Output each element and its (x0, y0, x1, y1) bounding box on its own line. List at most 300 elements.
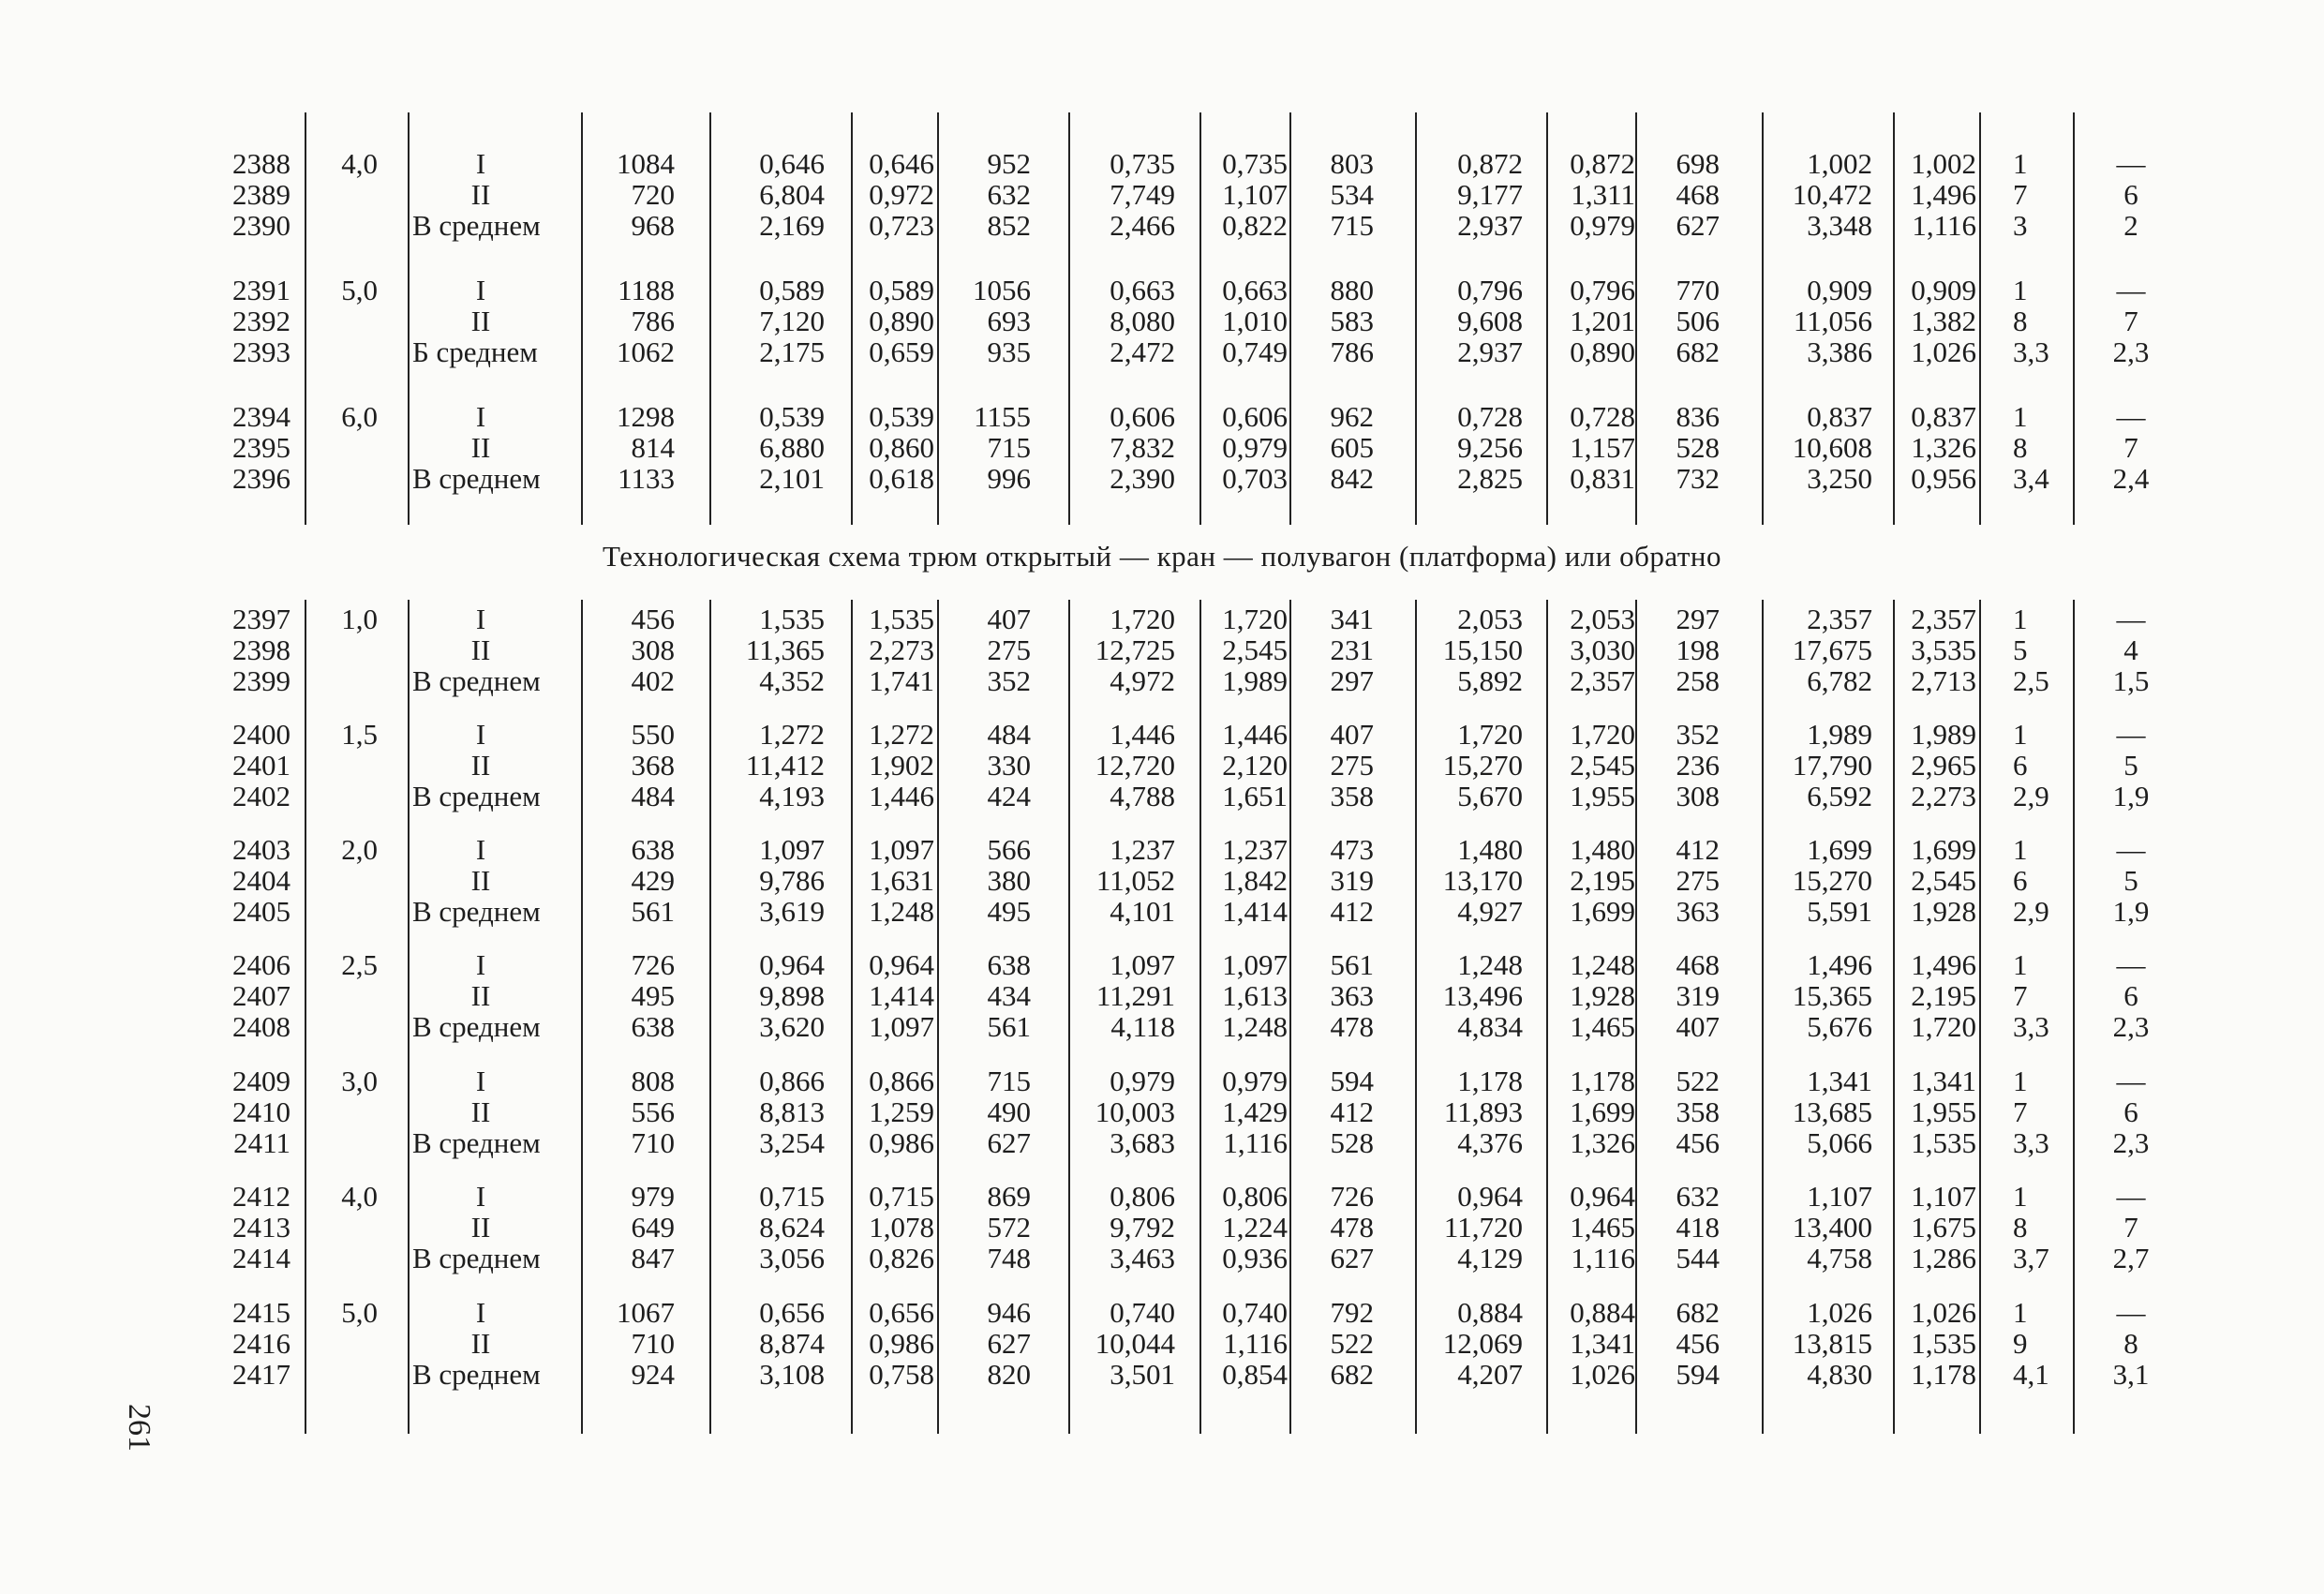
table-cell: 2,273 (1911, 780, 1976, 812)
table-cell: 3,386 (1807, 335, 1872, 368)
table-cell: 5,591 (1807, 895, 1872, 928)
section-heading: Технологическая схема трюм открытый — кран — полувагон (платформа) или обратно (603, 540, 1721, 573)
table-cell: II (470, 979, 491, 1012)
table-cell: 1,341 (1570, 1327, 1635, 1360)
table-cell: 0,656 (759, 1296, 825, 1329)
table-cell: 561 (1330, 948, 1374, 981)
table-cell: 2,357 (1911, 603, 1976, 635)
table-cell: 7 (2013, 979, 2028, 1012)
table-cell: 3 (2013, 209, 2028, 242)
table-cell: Б среднем (412, 335, 538, 368)
table-cell: 1,026 (1570, 1358, 1635, 1391)
table-cell: 506 (1676, 305, 1720, 337)
table-cell: 13,400 (1792, 1211, 1872, 1244)
table-cell: 9,792 (1110, 1211, 1175, 1244)
table-cell: 732 (1676, 462, 1720, 495)
table-cell: 1,741 (869, 664, 934, 697)
table-cell: 1,272 (869, 718, 934, 751)
table-row (0, 865, 2324, 897)
table-cell: 0,979 (1222, 1065, 1288, 1097)
table-row (0, 336, 2324, 368)
table-cell: 842 (1330, 462, 1374, 495)
table-cell: 2395 (232, 431, 290, 464)
table-cell: 2,5 (2013, 664, 2049, 697)
table-cell: 1,382 (1911, 305, 1976, 337)
table-cell: 1,341 (1911, 1065, 1976, 1097)
table-cell: 0,758 (869, 1358, 934, 1391)
table-cell: 8 (2013, 1211, 2028, 1244)
table-cell: 2,713 (1911, 664, 1976, 697)
table-cell: I (475, 948, 486, 981)
table-cell: 1,097 (1222, 948, 1288, 981)
table-cell: 1,414 (869, 979, 934, 1012)
table-cell: 0,860 (869, 431, 934, 464)
table-cell: 1,259 (869, 1095, 934, 1128)
table-cell: 13,685 (1792, 1095, 1872, 1128)
table-cell: 1,078 (869, 1211, 934, 1244)
table-cell: 0,890 (869, 305, 934, 337)
table-cell: 12,069 (1442, 1327, 1523, 1360)
table-cell: 468 (1676, 178, 1720, 211)
table-cell: 952 (987, 147, 1031, 180)
table-cell: 2404 (232, 864, 290, 897)
table-cell: I (475, 833, 486, 866)
table-cell: 8 (2123, 1327, 2138, 1360)
table-cell: 2,053 (1570, 603, 1635, 635)
table-cell: 495 (631, 979, 675, 1012)
table-cell: В среднем (412, 664, 541, 697)
table-cell: 4,101 (1110, 895, 1175, 928)
table-cell: 0,539 (869, 400, 934, 433)
table-cell: 1,107 (1222, 178, 1288, 211)
table-cell: 3,3 (2013, 335, 2049, 368)
table-cell: 1,631 (869, 864, 934, 897)
table-cell: 2 (2123, 209, 2138, 242)
table-cell: 9,898 (759, 979, 825, 1012)
table-cell: 556 (631, 1095, 675, 1128)
table-row (0, 896, 2324, 928)
table-cell: 6 (2123, 1095, 2138, 1128)
table-cell: 7 (2013, 178, 2028, 211)
table-cell: 0,796 (1570, 274, 1635, 306)
table-cell: 2391 (232, 274, 290, 306)
table-cell: 258 (1676, 664, 1720, 697)
table-cell: 2,9 (2013, 780, 2049, 812)
table-cell: 1,107 (1807, 1180, 1872, 1213)
table-cell: — (2116, 603, 2146, 635)
table-cell: 330 (987, 749, 1031, 782)
table-cell: 2,825 (1457, 462, 1523, 495)
table-cell: 308 (1676, 780, 1720, 812)
table-cell: 1 (2013, 400, 2028, 433)
table-cell: 3,535 (1911, 633, 1976, 666)
table-cell: 1,286 (1911, 1242, 1976, 1274)
table-cell: 5 (2123, 749, 2138, 782)
table-cell: 6,782 (1807, 664, 1872, 697)
table-cell: 2,390 (1110, 462, 1175, 495)
table-cell: 12,720 (1095, 749, 1175, 782)
table-cell: 0,715 (759, 1180, 825, 1213)
table-row (0, 1297, 2324, 1329)
table-cell: 0,715 (869, 1180, 934, 1213)
table-cell: 1,311 (1571, 178, 1635, 211)
table-cell: 4,830 (1807, 1358, 1872, 1391)
table-cell: 1,535 (759, 603, 825, 635)
table-cell: 2,4 (2112, 462, 2150, 495)
table-cell: 4,207 (1457, 1358, 1523, 1391)
table-cell: 1,5 (2112, 664, 2150, 697)
table-cell: 2,472 (1110, 335, 1175, 368)
table-cell: 710 (631, 1327, 675, 1360)
table-cell: 924 (631, 1358, 675, 1391)
table-cell: 6 (2013, 864, 2028, 897)
table-cell: 0,866 (869, 1065, 934, 1097)
table-cell: 6 (2013, 749, 2028, 782)
table-cell: 1,002 (1807, 147, 1872, 180)
table-cell: 1,326 (1911, 431, 1976, 464)
table-cell: I (475, 1065, 486, 1097)
table-cell: 1,496 (1911, 948, 1976, 981)
table-cell: В среднем (412, 1010, 541, 1043)
table-cell: 2408 (232, 1010, 290, 1043)
table-cell: 979 (631, 1180, 675, 1213)
table-cell: 2,5 (341, 948, 378, 981)
table-cell: I (475, 1180, 486, 1213)
table-cell: 627 (987, 1126, 1031, 1159)
table-cell: 2,175 (759, 335, 825, 368)
table-row (0, 432, 2324, 464)
table-cell: 0,986 (869, 1126, 934, 1159)
table-cell: 1298 (617, 400, 675, 433)
table-cell: 1,107 (1911, 1180, 1976, 1213)
table-cell: 1,9 (2112, 895, 2150, 928)
table-cell: 9,177 (1457, 178, 1523, 211)
table-cell: 13,170 (1442, 864, 1523, 897)
table-cell: 2401 (232, 749, 290, 782)
table-cell: 0,703 (1222, 462, 1288, 495)
table-cell: II (470, 178, 491, 211)
table-cell: 2,545 (1911, 864, 1976, 897)
table-cell: 1,535 (1911, 1327, 1976, 1360)
table-cell: 1 (2013, 1065, 2028, 1097)
table-cell: 2,195 (1570, 864, 1635, 897)
table-cell: 2399 (232, 664, 290, 697)
table-cell: 2,120 (1222, 749, 1288, 782)
table-cell: 11,365 (745, 633, 825, 666)
table-cell: 627 (1330, 1242, 1374, 1274)
table-cell: 0,806 (1110, 1180, 1175, 1213)
table-cell: 5,676 (1807, 1010, 1872, 1043)
table-cell: 1,480 (1457, 833, 1523, 866)
table-cell: 693 (987, 305, 1031, 337)
table-cell: 6 (2123, 979, 2138, 1012)
table-cell: I (475, 718, 486, 751)
table-cell: 10,608 (1792, 431, 1872, 464)
table-cell: 1,720 (1570, 718, 1635, 751)
table-cell: 1062 (617, 335, 675, 368)
table-cell: 4,129 (1457, 1242, 1523, 1274)
table-cell: 9 (2013, 1327, 2028, 1360)
table-cell: 1,097 (759, 833, 825, 866)
table-cell: 7 (2123, 305, 2138, 337)
table-cell: 15,270 (1792, 864, 1872, 897)
table-cell: 880 (1330, 274, 1374, 306)
table-cell: 0,735 (1110, 147, 1175, 180)
table-cell: 4,927 (1457, 895, 1523, 928)
table-cell: 1,446 (1222, 718, 1288, 751)
table-cell: 0,964 (759, 948, 825, 981)
table-cell: 10,472 (1792, 178, 1872, 211)
table-cell: 0,796 (1457, 274, 1523, 306)
table-row (0, 750, 2324, 782)
table-cell: 715 (1330, 209, 1374, 242)
table-cell: 1,699 (1570, 1095, 1635, 1128)
table-cell: 412 (1330, 1095, 1374, 1128)
table-cell: 308 (631, 633, 675, 666)
table-cell: 2415 (232, 1296, 290, 1329)
table-cell: 528 (1330, 1126, 1374, 1159)
table-cell: 2,466 (1110, 209, 1175, 242)
table-cell: 5,670 (1457, 780, 1523, 812)
table-cell: 869 (987, 1180, 1031, 1213)
table-cell: 0,723 (869, 209, 934, 242)
table-cell: 2406 (232, 948, 290, 981)
table-cell: 2,169 (759, 209, 825, 242)
table-cell: 572 (987, 1211, 1031, 1244)
table-cell: 275 (987, 633, 1031, 666)
table-cell: 1,446 (1110, 718, 1175, 751)
table-cell: 1,842 (1222, 864, 1288, 897)
table-cell: 803 (1330, 147, 1374, 180)
table-cell: 418 (1676, 1211, 1720, 1244)
table-cell: 748 (987, 1242, 1031, 1274)
table-cell: 3,7 (2013, 1242, 2049, 1274)
table-cell: 682 (1330, 1358, 1374, 1391)
table-cell: — (2116, 833, 2146, 866)
table-cell: 1,5 (341, 718, 378, 751)
table-cell: В среднем (412, 462, 541, 495)
table-row (0, 179, 2324, 211)
table-cell: 15,150 (1442, 633, 1523, 666)
table-cell: 1,097 (869, 1010, 934, 1043)
table-cell: 1,341 (1807, 1065, 1872, 1097)
table-row (0, 275, 2324, 306)
table-cell: 0,728 (1570, 400, 1635, 433)
table-cell: 786 (1330, 335, 1374, 368)
table-cell: 9,786 (759, 864, 825, 897)
table-cell: 1,002 (1911, 147, 1976, 180)
table-cell: 5,0 (341, 274, 378, 306)
table-cell: 0,890 (1570, 335, 1635, 368)
table-cell: 3,0 (341, 1065, 378, 1097)
table-cell: 4,788 (1110, 780, 1175, 812)
table-cell: 8,080 (1110, 305, 1175, 337)
table-cell: 198 (1676, 633, 1720, 666)
table-cell: 352 (987, 664, 1031, 697)
table-cell: 1,902 (869, 749, 934, 782)
table-cell: 4,0 (341, 147, 378, 180)
table-cell: 0,964 (869, 948, 934, 981)
table-cell: 319 (1330, 864, 1374, 897)
table-cell: 1,116 (1223, 1126, 1288, 1159)
table-cell: 0,663 (1222, 274, 1288, 306)
table-cell: II (470, 633, 491, 666)
table-cell: 2405 (232, 895, 290, 928)
table-cell: 363 (1330, 979, 1374, 1012)
table-cell: 0,740 (1222, 1296, 1288, 1329)
table-cell: 1,928 (1570, 979, 1635, 1012)
table-cell: — (2116, 948, 2146, 981)
table-cell: 3,1 (2112, 1358, 2150, 1391)
table-cell: 710 (631, 1126, 675, 1159)
table-cell: 231 (1330, 633, 1374, 666)
table-cell: 2,965 (1911, 749, 1976, 782)
table-cell: 0,979 (1110, 1065, 1175, 1097)
table-cell: 3,108 (759, 1358, 825, 1391)
table-cell: 1 (2013, 948, 2028, 981)
table-cell: 1,0 (341, 603, 378, 635)
table-cell: 0,986 (869, 1327, 934, 1360)
table-cell: 638 (987, 948, 1031, 981)
table-cell: 583 (1330, 305, 1374, 337)
table-cell: 946 (987, 1296, 1031, 1329)
table-cell: 0,656 (869, 1296, 934, 1329)
table-cell: 1056 (973, 274, 1031, 306)
table-cell: 1,955 (1570, 780, 1635, 812)
table-cell: 13,496 (1442, 979, 1523, 1012)
table-cell: 6,880 (759, 431, 825, 464)
table-cell: 7 (2013, 1095, 2028, 1128)
table-cell: 1 (2013, 274, 2028, 306)
table-cell: 5,0 (341, 1296, 378, 1329)
table-cell: 935 (987, 335, 1031, 368)
table-cell: 1,535 (869, 603, 934, 635)
table-cell: 0,854 (1222, 1358, 1288, 1391)
table-cell: 407 (987, 603, 1031, 635)
table-cell: 715 (987, 1065, 1031, 1097)
table-cell: 2,7 (2112, 1242, 2150, 1274)
table-cell: 2,053 (1457, 603, 1523, 635)
table-cell: 2416 (232, 1327, 290, 1360)
table-cell: 1,116 (1223, 1327, 1288, 1360)
table-cell: 1 (2013, 147, 2028, 180)
table-cell: — (2116, 400, 2146, 433)
table-cell: 852 (987, 209, 1031, 242)
table-cell: 15,270 (1442, 749, 1523, 782)
table-cell: 275 (1330, 749, 1374, 782)
table-cell: 4,118 (1110, 1010, 1175, 1043)
table-row (0, 1096, 2324, 1128)
table-cell: 5,892 (1457, 664, 1523, 697)
table-cell: 1,224 (1222, 1211, 1288, 1244)
table-cell: 1,496 (1807, 948, 1872, 981)
table-cell: 3,620 (759, 1010, 825, 1043)
table-cell: 4,758 (1807, 1242, 1872, 1274)
table-cell: 1,989 (1807, 718, 1872, 751)
table-cell: 0,909 (1807, 274, 1872, 306)
table-cell: 8,813 (759, 1095, 825, 1128)
table-cell: 638 (631, 1010, 675, 1043)
table-cell: 17,790 (1792, 749, 1872, 782)
table-cell: 1,720 (1457, 718, 1523, 751)
table-cell: 6,592 (1807, 780, 1872, 812)
table-cell: 1,9 (2112, 780, 2150, 812)
table-cell: 2390 (232, 209, 290, 242)
table-cell: 2403 (232, 833, 290, 866)
table-row (0, 634, 2324, 666)
table-cell: 1,989 (1222, 664, 1288, 697)
table-cell: 358 (1676, 1095, 1720, 1128)
table-cell: I (475, 603, 486, 635)
page-number: 261 (122, 1404, 156, 1452)
table-cell: — (2116, 1065, 2146, 1097)
table-cell: 3,3 (2013, 1126, 2049, 1159)
table-cell: 5 (2013, 633, 2028, 666)
table-cell: 11,893 (1443, 1095, 1523, 1128)
table-cell: 2392 (232, 305, 290, 337)
table-cell: В среднем (412, 780, 541, 812)
table-cell: 550 (631, 718, 675, 751)
table-cell: 495 (987, 895, 1031, 928)
table-cell: 7,749 (1110, 178, 1175, 211)
table-cell: 726 (631, 948, 675, 981)
table-cell: 2,195 (1911, 979, 1976, 1012)
table-cell: 2393 (232, 335, 290, 368)
table-cell: 1,496 (1911, 178, 1976, 211)
table-cell: 561 (987, 1010, 1031, 1043)
table-cell: 10,003 (1095, 1095, 1175, 1128)
table-cell: 0,728 (1457, 400, 1523, 433)
table-cell: 2409 (232, 1065, 290, 1097)
table-cell: 968 (631, 209, 675, 242)
table-cell: 275 (1676, 864, 1720, 897)
table-cell: 1,699 (1807, 833, 1872, 866)
table-cell: 0,806 (1222, 1180, 1288, 1213)
table-cell: 1,699 (1911, 833, 1976, 866)
table-cell: 1,651 (1222, 780, 1288, 812)
table-cell: 594 (1676, 1358, 1720, 1391)
table-cell: 638 (631, 833, 675, 866)
table-cell: 1,480 (1570, 833, 1635, 866)
table-cell: 412 (1676, 833, 1720, 866)
table-cell: 594 (1330, 1065, 1374, 1097)
table-cell: 4,1 (2013, 1358, 2049, 1391)
table-cell: 297 (1330, 664, 1374, 697)
table-cell: 11,412 (745, 749, 825, 782)
table-cell: 9,608 (1457, 305, 1523, 337)
table-cell: 2407 (232, 979, 290, 1012)
table-cell: II (470, 305, 491, 337)
table-cell: 1,178 (1570, 1065, 1635, 1097)
table-cell: 962 (1330, 400, 1374, 433)
table-cell: 0,972 (869, 178, 934, 211)
table-cell: 1,414 (1222, 895, 1288, 928)
table-cell: 0,979 (1222, 431, 1288, 464)
table-row (0, 463, 2324, 495)
table-cell: 0,539 (759, 400, 825, 433)
table-cell: 1 (2013, 1296, 2028, 1329)
table-cell: 2,3 (2112, 1126, 2150, 1159)
table-cell: 13,815 (1792, 1327, 1872, 1360)
table-cell: II (470, 1327, 491, 1360)
table-cell: 4,972 (1110, 664, 1175, 697)
table-cell: 1,178 (1911, 1358, 1976, 1391)
table-row (0, 603, 2324, 635)
table-row (0, 1212, 2324, 1244)
table-cell: 720 (631, 178, 675, 211)
table-cell: 0,826 (869, 1242, 934, 1274)
table-cell: — (2116, 718, 2146, 751)
